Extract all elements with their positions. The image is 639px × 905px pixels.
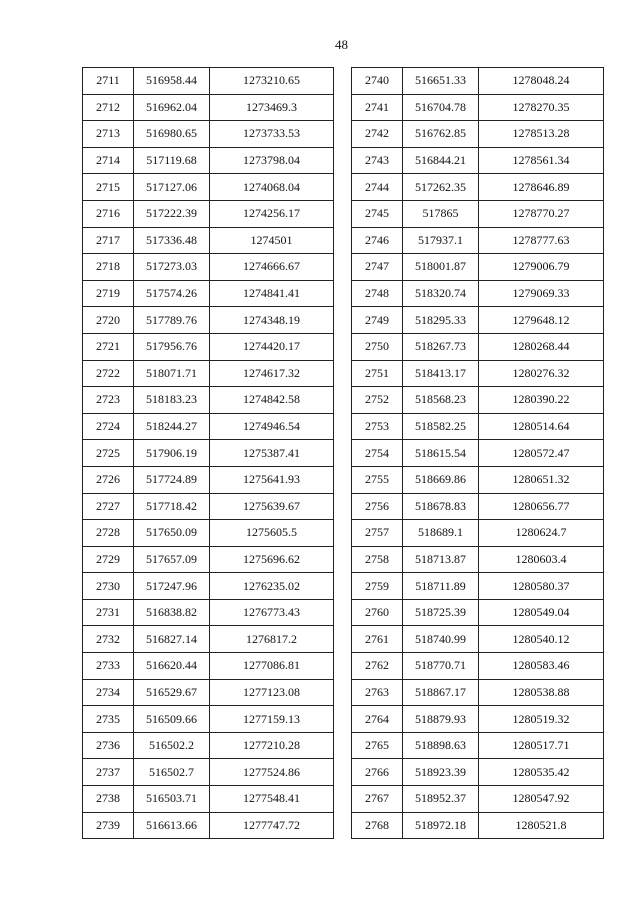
table-row <box>83 546 334 573</box>
y-coordinate-cell: 1280519.32 <box>479 706 604 733</box>
x-coordinate-cell: 518689.1 <box>403 520 479 547</box>
x-coordinate-cell: 516844.21 <box>403 147 479 174</box>
table-row <box>352 653 604 680</box>
y-coordinate-cell: 1273798.04 <box>210 147 334 174</box>
table-row <box>352 307 604 334</box>
point-number-cell: 2711 <box>83 68 134 95</box>
table-row <box>83 706 334 733</box>
table-row <box>352 147 604 174</box>
point-number-cell: 2765 <box>352 732 403 759</box>
x-coordinate-cell: 518952.37 <box>403 786 479 813</box>
table-row <box>83 466 334 493</box>
y-coordinate-cell: 1274666.67 <box>210 254 334 281</box>
point-number-cell: 2766 <box>352 759 403 786</box>
y-coordinate-cell: 1279069.33 <box>479 280 604 307</box>
x-coordinate-cell: 517718.42 <box>134 493 210 520</box>
x-coordinate-cell: 518879.93 <box>403 706 479 733</box>
y-coordinate-cell: 1275639.67 <box>210 493 334 520</box>
point-number-cell: 2712 <box>83 94 134 121</box>
table-row <box>83 387 334 414</box>
point-number-cell: 2733 <box>83 653 134 680</box>
point-number-cell: 2764 <box>352 706 403 733</box>
table-row <box>83 200 334 227</box>
y-coordinate-cell: 1277159.13 <box>210 706 334 733</box>
x-coordinate-cell: 518770.71 <box>403 653 479 680</box>
point-number-cell: 2725 <box>83 440 134 467</box>
y-coordinate-cell: 1278270.35 <box>479 94 604 121</box>
table-row <box>83 679 334 706</box>
point-number-cell: 2741 <box>352 94 403 121</box>
point-number-cell: 2768 <box>352 812 403 839</box>
y-coordinate-cell: 1280535.42 <box>479 759 604 786</box>
x-coordinate-cell: 517724.89 <box>134 466 210 493</box>
table-row <box>352 387 604 414</box>
coordinates-table-right <box>351 67 604 839</box>
table-row <box>352 599 604 626</box>
y-coordinate-cell: 1280583.46 <box>479 653 604 680</box>
y-coordinate-cell: 1277210.28 <box>210 732 334 759</box>
y-coordinate-cell: 1278561.34 <box>479 147 604 174</box>
point-number-cell: 2759 <box>352 573 403 600</box>
table-row <box>83 227 334 254</box>
y-coordinate-cell: 1273210.65 <box>210 68 334 95</box>
point-number-cell: 2718 <box>83 254 134 281</box>
y-coordinate-cell: 1277548.41 <box>210 786 334 813</box>
x-coordinate-cell: 518740.99 <box>403 626 479 653</box>
y-coordinate-cell: 1280624.7 <box>479 520 604 547</box>
point-number-cell: 2760 <box>352 599 403 626</box>
x-coordinate-cell: 518001.87 <box>403 254 479 281</box>
point-number-cell: 2729 <box>83 546 134 573</box>
point-number-cell: 2761 <box>352 626 403 653</box>
point-number-cell: 2714 <box>83 147 134 174</box>
y-coordinate-cell: 1278770.27 <box>479 200 604 227</box>
x-coordinate-cell: 518582.25 <box>403 413 479 440</box>
x-coordinate-cell: 518923.39 <box>403 759 479 786</box>
point-number-cell: 2723 <box>83 387 134 414</box>
x-coordinate-cell: 516503.71 <box>134 786 210 813</box>
table-body <box>83 68 334 839</box>
y-coordinate-cell: 1278777.63 <box>479 227 604 254</box>
point-number-cell: 2753 <box>352 413 403 440</box>
y-coordinate-cell: 1280521.8 <box>479 812 604 839</box>
x-coordinate-cell: 517119.68 <box>134 147 210 174</box>
point-number-cell: 2724 <box>83 413 134 440</box>
y-coordinate-cell: 1275696.62 <box>210 546 334 573</box>
x-coordinate-cell: 518725.39 <box>403 599 479 626</box>
x-coordinate-cell: 516962.04 <box>134 94 210 121</box>
table-row <box>352 546 604 573</box>
y-coordinate-cell: 1279648.12 <box>479 307 604 334</box>
point-number-cell: 2763 <box>352 679 403 706</box>
x-coordinate-cell: 517789.76 <box>134 307 210 334</box>
x-coordinate-cell: 517127.06 <box>134 174 210 201</box>
x-coordinate-cell: 518867.17 <box>403 679 479 706</box>
x-coordinate-cell: 517906.19 <box>134 440 210 467</box>
x-coordinate-cell: 516827.14 <box>134 626 210 653</box>
y-coordinate-cell: 1277086.81 <box>210 653 334 680</box>
point-number-cell: 2767 <box>352 786 403 813</box>
x-coordinate-cell: 517937.1 <box>403 227 479 254</box>
point-number-cell: 2758 <box>352 546 403 573</box>
x-coordinate-cell: 516502.7 <box>134 759 210 786</box>
point-number-cell: 2751 <box>352 360 403 387</box>
y-coordinate-cell: 1280517.71 <box>479 732 604 759</box>
x-coordinate-cell: 517865 <box>403 200 479 227</box>
x-coordinate-cell: 516613.66 <box>134 812 210 839</box>
x-coordinate-cell: 517273.03 <box>134 254 210 281</box>
table-row <box>83 360 334 387</box>
table-row <box>83 147 334 174</box>
point-number-cell: 2744 <box>352 174 403 201</box>
x-coordinate-cell: 518071.71 <box>134 360 210 387</box>
table-row <box>83 94 334 121</box>
point-number-cell: 2746 <box>352 227 403 254</box>
table-row <box>352 679 604 706</box>
table-row <box>83 333 334 360</box>
table-body <box>352 68 604 839</box>
table-row <box>352 174 604 201</box>
y-coordinate-cell: 1276817.2 <box>210 626 334 653</box>
point-number-cell: 2747 <box>352 254 403 281</box>
y-coordinate-cell: 1273469.3 <box>210 94 334 121</box>
point-number-cell: 2752 <box>352 387 403 414</box>
x-coordinate-cell: 518669.86 <box>403 466 479 493</box>
y-coordinate-cell: 1274256.17 <box>210 200 334 227</box>
x-coordinate-cell: 518615.54 <box>403 440 479 467</box>
point-number-cell: 2749 <box>352 307 403 334</box>
table-row <box>352 812 604 839</box>
y-coordinate-cell: 1274068.04 <box>210 174 334 201</box>
table-row <box>352 759 604 786</box>
table-row <box>83 174 334 201</box>
y-coordinate-cell: 1277747.72 <box>210 812 334 839</box>
x-coordinate-cell: 518320.74 <box>403 280 479 307</box>
y-coordinate-cell: 1276235.02 <box>210 573 334 600</box>
point-number-cell: 2730 <box>83 573 134 600</box>
point-number-cell: 2750 <box>352 333 403 360</box>
x-coordinate-cell: 516958.44 <box>134 68 210 95</box>
x-coordinate-cell: 517956.76 <box>134 333 210 360</box>
table-row <box>83 599 334 626</box>
x-coordinate-cell: 517650.09 <box>134 520 210 547</box>
x-coordinate-cell: 518678.83 <box>403 493 479 520</box>
y-coordinate-cell: 1274841.41 <box>210 280 334 307</box>
x-coordinate-cell: 517262.35 <box>403 174 479 201</box>
y-coordinate-cell: 1274348.19 <box>210 307 334 334</box>
point-number-cell: 2756 <box>352 493 403 520</box>
x-coordinate-cell: 518898.63 <box>403 732 479 759</box>
table-row <box>352 333 604 360</box>
x-coordinate-cell: 518413.17 <box>403 360 479 387</box>
table-row <box>352 466 604 493</box>
x-coordinate-cell: 518568.23 <box>403 387 479 414</box>
table-row <box>83 732 334 759</box>
table-row <box>352 520 604 547</box>
x-coordinate-cell: 518711.89 <box>403 573 479 600</box>
x-coordinate-cell: 517574.26 <box>134 280 210 307</box>
point-number-cell: 2721 <box>83 333 134 360</box>
x-coordinate-cell: 516651.33 <box>403 68 479 95</box>
y-coordinate-cell: 1280538.88 <box>479 679 604 706</box>
point-number-cell: 2742 <box>352 121 403 148</box>
point-number-cell: 2745 <box>352 200 403 227</box>
table-row <box>83 573 334 600</box>
y-coordinate-cell: 1274501 <box>210 227 334 254</box>
point-number-cell: 2738 <box>83 786 134 813</box>
x-coordinate-cell: 516509.66 <box>134 706 210 733</box>
table-row <box>83 121 334 148</box>
point-number-cell: 2762 <box>352 653 403 680</box>
table-row <box>83 413 334 440</box>
table-row <box>352 440 604 467</box>
y-coordinate-cell: 1277123.08 <box>210 679 334 706</box>
point-number-cell: 2719 <box>83 280 134 307</box>
point-number-cell: 2737 <box>83 759 134 786</box>
table-row <box>83 440 334 467</box>
table-row <box>352 786 604 813</box>
point-number-cell: 2734 <box>83 679 134 706</box>
point-number-cell: 2728 <box>83 520 134 547</box>
table-row <box>83 254 334 281</box>
y-coordinate-cell: 1276773.43 <box>210 599 334 626</box>
y-coordinate-cell: 1274842.58 <box>210 387 334 414</box>
table-row <box>352 280 604 307</box>
x-coordinate-cell: 517657.09 <box>134 546 210 573</box>
y-coordinate-cell: 1274617.32 <box>210 360 334 387</box>
y-coordinate-cell: 1280580.37 <box>479 573 604 600</box>
x-coordinate-cell: 517336.48 <box>134 227 210 254</box>
point-number-cell: 2717 <box>83 227 134 254</box>
x-coordinate-cell: 518972.18 <box>403 812 479 839</box>
point-number-cell: 2715 <box>83 174 134 201</box>
table-row <box>352 94 604 121</box>
point-number-cell: 2748 <box>352 280 403 307</box>
x-coordinate-cell: 516704.78 <box>403 94 479 121</box>
table-row <box>83 786 334 813</box>
x-coordinate-cell: 518267.73 <box>403 333 479 360</box>
y-coordinate-cell: 1280390.22 <box>479 387 604 414</box>
coordinates-table-left <box>82 67 334 839</box>
table-row <box>83 759 334 786</box>
table-row <box>83 626 334 653</box>
table-row <box>352 360 604 387</box>
table-row <box>83 520 334 547</box>
y-coordinate-cell: 1275387.41 <box>210 440 334 467</box>
x-coordinate-cell: 516762.85 <box>403 121 479 148</box>
point-number-cell: 2736 <box>83 732 134 759</box>
x-coordinate-cell: 518713.87 <box>403 546 479 573</box>
y-coordinate-cell: 1275641.93 <box>210 466 334 493</box>
y-coordinate-cell: 1277524.86 <box>210 759 334 786</box>
x-coordinate-cell: 518244.27 <box>134 413 210 440</box>
y-coordinate-cell: 1279006.79 <box>479 254 604 281</box>
page-number: 48 <box>335 37 348 52</box>
point-number-cell: 2740 <box>352 68 403 95</box>
y-coordinate-cell: 1280656.77 <box>479 493 604 520</box>
table-row <box>352 68 604 95</box>
table-row <box>352 732 604 759</box>
table-row <box>352 573 604 600</box>
y-coordinate-cell: 1280276.32 <box>479 360 604 387</box>
point-number-cell: 2757 <box>352 520 403 547</box>
x-coordinate-cell: 518183.23 <box>134 387 210 414</box>
table-row <box>83 68 334 95</box>
x-coordinate-cell: 516502.2 <box>134 732 210 759</box>
table-row <box>352 493 604 520</box>
y-coordinate-cell: 1280540.12 <box>479 626 604 653</box>
y-coordinate-cell: 1280514.64 <box>479 413 604 440</box>
point-number-cell: 2743 <box>352 147 403 174</box>
x-coordinate-cell: 516980.65 <box>134 121 210 148</box>
table-row <box>83 812 334 839</box>
table-row <box>352 626 604 653</box>
point-number-cell: 2735 <box>83 706 134 733</box>
table-row <box>83 307 334 334</box>
y-coordinate-cell: 1278048.24 <box>479 68 604 95</box>
y-coordinate-cell: 1280572.47 <box>479 440 604 467</box>
x-coordinate-cell: 517247.96 <box>134 573 210 600</box>
table-row <box>352 706 604 733</box>
point-number-cell: 2732 <box>83 626 134 653</box>
point-number-cell: 2731 <box>83 599 134 626</box>
point-number-cell: 2726 <box>83 466 134 493</box>
y-coordinate-cell: 1274420.17 <box>210 333 334 360</box>
y-coordinate-cell: 1275605.5 <box>210 520 334 547</box>
x-coordinate-cell: 516838.82 <box>134 599 210 626</box>
point-number-cell: 2727 <box>83 493 134 520</box>
table-row <box>83 653 334 680</box>
point-number-cell: 2720 <box>83 307 134 334</box>
x-coordinate-cell: 516620.44 <box>134 653 210 680</box>
x-coordinate-cell: 516529.67 <box>134 679 210 706</box>
table-row <box>352 200 604 227</box>
table-row <box>352 413 604 440</box>
table-row <box>352 254 604 281</box>
point-number-cell: 2739 <box>83 812 134 839</box>
point-number-cell: 2713 <box>83 121 134 148</box>
y-coordinate-cell: 1280651.32 <box>479 466 604 493</box>
y-coordinate-cell: 1273733.53 <box>210 121 334 148</box>
point-number-cell: 2754 <box>352 440 403 467</box>
y-coordinate-cell: 1280547.92 <box>479 786 604 813</box>
table-row <box>352 121 604 148</box>
y-coordinate-cell: 1278646.89 <box>479 174 604 201</box>
y-coordinate-cell: 1280603.4 <box>479 546 604 573</box>
table-row <box>83 493 334 520</box>
y-coordinate-cell: 1280549.04 <box>479 599 604 626</box>
point-number-cell: 2755 <box>352 466 403 493</box>
table-row <box>83 280 334 307</box>
y-coordinate-cell: 1278513.28 <box>479 121 604 148</box>
y-coordinate-cell: 1274946.54 <box>210 413 334 440</box>
y-coordinate-cell: 1280268.44 <box>479 333 604 360</box>
x-coordinate-cell: 518295.33 <box>403 307 479 334</box>
point-number-cell: 2722 <box>83 360 134 387</box>
table-row <box>352 227 604 254</box>
point-number-cell: 2716 <box>83 200 134 227</box>
x-coordinate-cell: 517222.39 <box>134 200 210 227</box>
